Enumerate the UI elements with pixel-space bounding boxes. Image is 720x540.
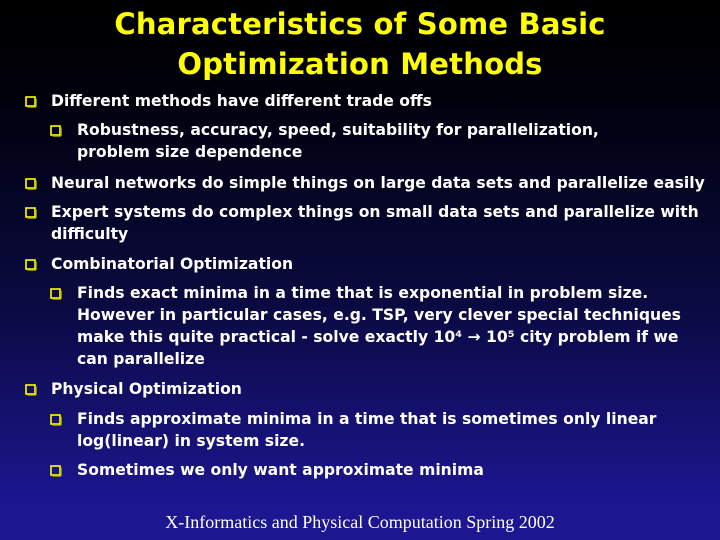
bullet-item-line: Robustness, accuracy, speed, suitability for parallelization, — [77, 121, 599, 139]
bullet-item — [51, 201, 699, 245]
bullet-item-line: can parallelize — [77, 350, 205, 368]
bullet-item — [77, 408, 656, 452]
bullet-item — [77, 119, 599, 163]
bullet-item — [77, 282, 681, 370]
bullet-item-line: Finds approximate minima in a time that is sometimes only linear — [77, 410, 657, 428]
checkbox-bullet-icon — [25, 259, 37, 271]
bullet-item-line: Finds exact minima in a time that is exponential in problem size. — [77, 284, 649, 302]
slide-title-line-2: Optimization Methods — [177, 47, 543, 81]
bullet-item — [77, 459, 484, 481]
bullet-item-line: Expert systems do complex things on small data sets and parallelize with — [51, 203, 699, 221]
checkbox-bullet-icon — [25, 384, 37, 396]
checkbox-bullet-icon — [25, 207, 37, 219]
slide-footer — [0, 505, 720, 540]
checkbox-bullet-icon — [25, 96, 37, 108]
bullet-item — [51, 378, 242, 400]
bullet-item — [51, 172, 705, 194]
bullet-item-line: Neural networks do simple things on large data sets and parallelize easily — [51, 174, 705, 192]
checkbox-bullet-icon — [25, 178, 37, 190]
checkbox-bullet-icon — [50, 414, 62, 426]
bullet-item-line: difficulty — [51, 225, 129, 243]
footer-text: X-Informatics and Physical Computation Spring 2002 — [165, 512, 555, 532]
bullet-item-line: Combinatorial Optimization — [51, 255, 294, 273]
bullet-item — [51, 90, 432, 112]
bullet-item-line: make this quite practical - solve exactly 10⁴ → 10⁵ city problem if we — [77, 328, 679, 346]
bullet-item-line: Physical Optimization — [51, 380, 242, 398]
checkbox-bullet-icon — [50, 288, 62, 300]
bullet-item-line: Different methods have different trade offs — [51, 92, 432, 110]
bullet-item — [51, 253, 293, 275]
checkbox-bullet-icon — [50, 465, 62, 477]
checkbox-bullet-icon — [50, 125, 62, 137]
bullet-item-line: Sometimes we only want approximate minima — [77, 461, 484, 479]
bullet-item-line: log(linear) in system size. — [77, 432, 305, 450]
bullet-item-line: However in particular cases, e.g. TSP, very clever special techniques — [77, 306, 681, 324]
slide-title-line-1: Characteristics of Some Basic — [114, 7, 606, 41]
bullet-item-line: problem size dependence — [77, 143, 303, 161]
